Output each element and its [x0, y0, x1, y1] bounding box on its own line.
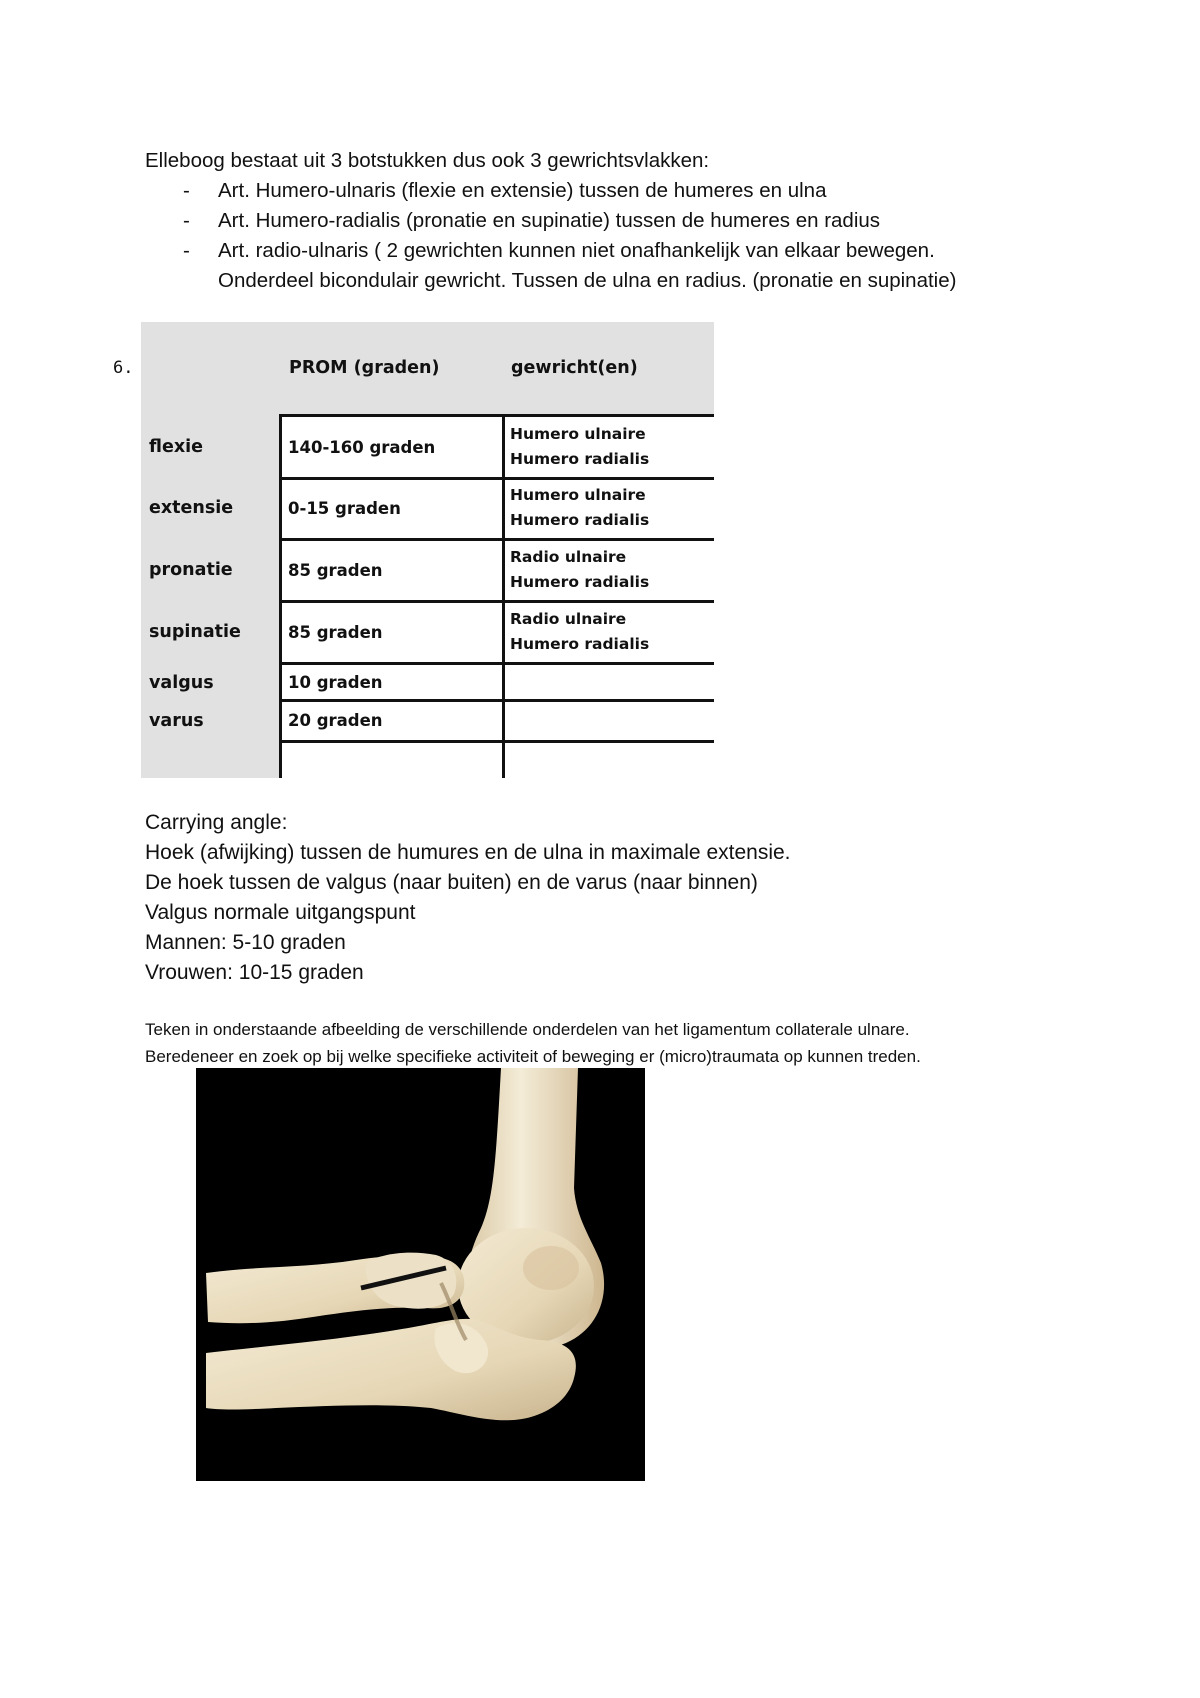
bullet-marker: - [183, 239, 190, 262]
list-item [145, 176, 956, 206]
joint-line: Humero radialis [510, 573, 650, 591]
row-label-flexie: flexie [149, 437, 203, 457]
cell-joints [510, 545, 649, 595]
joint-line: Humero ulnaire [510, 425, 646, 443]
header-prom: PROM (graden) [289, 358, 440, 378]
task-line: Beredeneer en zoek op bij welke specifieke activiteit of beweging er (micro)traumata op kunnen treden. [145, 1047, 921, 1066]
row-label-extensie: extensie [149, 498, 234, 518]
cell-prom: 10 graden [288, 673, 383, 692]
cell-joints [510, 607, 649, 657]
bullet-text: Art. Humero-ulnaris (flexie en extensie) tussen de humeres en ulna [218, 179, 827, 202]
table-number: 6. [113, 358, 134, 378]
cell-joints [510, 483, 649, 533]
joint-line: Humero radialis [510, 450, 650, 468]
cell-prom: 20 graden [288, 711, 383, 730]
carrying-line: Hoek (afwijking) tussen de humures en de ulna in maximale extensie. [145, 841, 791, 864]
carrying-angle-block [145, 808, 791, 988]
joint-line: Radio ulnaire [510, 610, 627, 628]
intro-heading: Elleboog bestaat uit 3 botstukken dus ook 3 gewrichtsvlakken: [145, 149, 710, 172]
joint-line: Humero radialis [510, 635, 650, 653]
joint-line: Humero ulnaire [510, 486, 646, 504]
grid-line [279, 414, 282, 778]
grid-line [279, 662, 714, 665]
elbow-illustration [196, 1068, 645, 1481]
carrying-line: Carrying angle: [145, 811, 288, 834]
grid-line [279, 600, 714, 603]
carrying-line: Valgus normale uitgangspunt [145, 901, 416, 924]
task-block [145, 1016, 921, 1070]
bullet-continuation: Onderdeel bicondulair gewricht. Tussen de ulna en radius. (pronatie en supinatie) [218, 269, 957, 292]
list-item [145, 236, 956, 266]
carrying-line: Mannen: 5-10 graden [145, 931, 346, 954]
row-label-valgus: valgus [149, 673, 214, 693]
row-label-varus: varus [149, 711, 204, 731]
cell-joints [510, 422, 649, 472]
header-joints: gewricht(en) [511, 358, 638, 378]
cell-prom: 140-160 graden [288, 438, 436, 457]
joint-line: Humero radialis [510, 511, 650, 529]
bullet-text: Art. radio-ulnaris ( 2 gewrichten kunnen niet onafhankelijk van elkaar bewegen. [218, 239, 935, 262]
grid-line [502, 414, 505, 778]
intro-block [145, 146, 956, 296]
grid-line [279, 477, 714, 480]
cell-prom: 85 graden [288, 561, 383, 580]
bullet-marker: - [183, 209, 190, 232]
carrying-line: Vrouwen: 10-15 graden [145, 961, 364, 984]
cell-prom: 85 graden [288, 623, 383, 642]
row-label-supinatie: supinatie [149, 622, 241, 642]
joint-line: Radio ulnaire [510, 548, 627, 566]
grid-line [279, 699, 714, 702]
row-label-pronatie: pronatie [149, 560, 233, 580]
task-line: Teken in onderstaande afbeelding de verschillende onderdelen van het ligamentum collaterale ulnare. [145, 1020, 910, 1039]
bullet-text: Art. Humero-radialis (pronatie en supinatie) tussen de humeres en radius [218, 209, 881, 232]
elbow-bone-photo [196, 1068, 645, 1481]
grid-line [279, 538, 714, 541]
grid-line [279, 414, 714, 417]
carrying-line: De hoek tussen de valgus (naar buiten) en de varus (naar binnen) [145, 871, 758, 894]
grid-line [279, 740, 714, 743]
bullet-marker: - [183, 179, 190, 202]
list-item [145, 206, 956, 236]
cell-prom: 0-15 graden [288, 499, 401, 518]
